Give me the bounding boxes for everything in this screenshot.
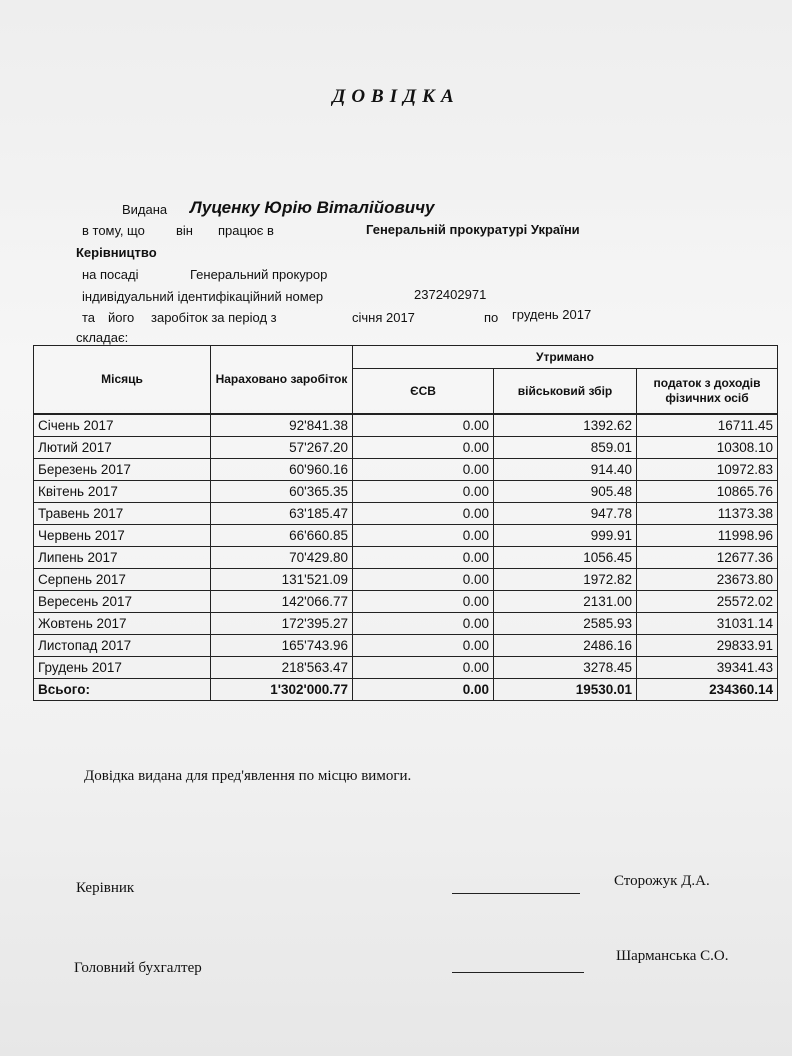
accrued-cell: 218'563.47 bbox=[211, 657, 353, 679]
his-label: його bbox=[108, 310, 135, 325]
tax-cell: 39341.43 bbox=[637, 657, 778, 679]
accrued-cell: 92'841.38 bbox=[211, 414, 353, 437]
tax-cell: 10972.83 bbox=[637, 459, 778, 481]
header-esv: ЄСВ bbox=[353, 369, 494, 415]
month-cell: Лютий 2017 bbox=[34, 437, 211, 459]
accrued-cell: 165'743.96 bbox=[211, 635, 353, 657]
esv-cell: 0.00 bbox=[353, 437, 494, 459]
military-cell: 2585.93 bbox=[494, 613, 637, 635]
month-cell: Червень 2017 bbox=[34, 525, 211, 547]
tax-cell: 11998.96 bbox=[637, 525, 778, 547]
table-row bbox=[34, 481, 778, 503]
tax-cell: 16711.45 bbox=[637, 414, 778, 437]
period-from: січня 2017 bbox=[352, 310, 415, 325]
military-cell: 947.78 bbox=[494, 503, 637, 525]
table-total-row bbox=[34, 679, 778, 701]
accrued-cell: 66'660.85 bbox=[211, 525, 353, 547]
table-row bbox=[34, 613, 778, 635]
tax-cell: 10308.10 bbox=[637, 437, 778, 459]
issued-label: Видана bbox=[122, 202, 168, 217]
head-label: Керівник bbox=[76, 880, 135, 896]
tax-id-label: індивідуальний ідентифікаційний номер bbox=[82, 289, 324, 304]
month-cell: Квітень 2017 bbox=[34, 481, 211, 503]
in-that-label: в тому, що bbox=[82, 223, 145, 238]
position-label: на посаді bbox=[82, 267, 139, 282]
accrued-cell: 70'429.80 bbox=[211, 547, 353, 569]
military-cell: 2131.00 bbox=[494, 591, 637, 613]
total-accrued: 1'302'000.77 bbox=[211, 679, 353, 701]
total-tax: 234360.14 bbox=[637, 679, 778, 701]
esv-cell: 0.00 bbox=[353, 613, 494, 635]
esv-cell: 0.00 bbox=[353, 481, 494, 503]
table-row bbox=[34, 569, 778, 591]
position-value: Генеральний прокурор bbox=[190, 267, 328, 282]
purpose-statement: Довідка видана для пред'явлення по місцю вимоги. bbox=[84, 768, 412, 784]
tax-cell: 12677.36 bbox=[637, 547, 778, 569]
table-row bbox=[34, 657, 778, 679]
accrued-cell: 57'267.20 bbox=[211, 437, 353, 459]
esv-cell: 0.00 bbox=[353, 414, 494, 437]
accrued-cell: 60'960.16 bbox=[211, 459, 353, 481]
accrued-cell: 60'365.35 bbox=[211, 481, 353, 503]
esv-cell: 0.00 bbox=[353, 591, 494, 613]
tax-cell: 31031.14 bbox=[637, 613, 778, 635]
table-row bbox=[34, 525, 778, 547]
esv-cell: 0.00 bbox=[353, 525, 494, 547]
tax-cell: 29833.91 bbox=[637, 635, 778, 657]
total-military: 19530.01 bbox=[494, 679, 637, 701]
esv-cell: 0.00 bbox=[353, 459, 494, 481]
month-cell: Листопад 2017 bbox=[34, 635, 211, 657]
military-cell: 1056.45 bbox=[494, 547, 637, 569]
esv-cell: 0.00 bbox=[353, 569, 494, 591]
month-cell: Березень 2017 bbox=[34, 459, 211, 481]
month-cell: Жовтень 2017 bbox=[34, 613, 211, 635]
he-label: він bbox=[176, 223, 193, 238]
amounts-label: складає: bbox=[76, 330, 129, 345]
accountant-label: Головний бухгалтер bbox=[74, 960, 202, 976]
tax-cell: 25572.02 bbox=[637, 591, 778, 613]
military-cell: 905.48 bbox=[494, 481, 637, 503]
document-title: ДОВІДКА bbox=[332, 86, 460, 107]
month-cell: Січень 2017 bbox=[34, 414, 211, 437]
tax-cell: 11373.38 bbox=[637, 503, 778, 525]
header-withheld: Утримано bbox=[353, 346, 778, 369]
works-at-label: працює в bbox=[218, 223, 274, 238]
salary-period-label: заробіток за період з bbox=[151, 310, 277, 325]
department-name: Керівництво bbox=[76, 245, 157, 260]
header-month: Місяць bbox=[34, 346, 211, 415]
military-cell: 999.91 bbox=[494, 525, 637, 547]
month-cell: Вересень 2017 bbox=[34, 591, 211, 613]
table-row bbox=[34, 437, 778, 459]
head-name: Сторожук Д.А. bbox=[614, 873, 710, 889]
accountant-signature-line bbox=[452, 972, 584, 973]
military-cell: 1972.82 bbox=[494, 569, 637, 591]
period-to: грудень 2017 bbox=[512, 307, 592, 322]
table-row bbox=[34, 414, 778, 437]
month-cell: Липень 2017 bbox=[34, 547, 211, 569]
accrued-cell: 131'521.09 bbox=[211, 569, 353, 591]
table-row bbox=[34, 591, 778, 613]
salary-table bbox=[33, 345, 778, 701]
organization-name: Генеральній прокуратурі України bbox=[366, 222, 580, 237]
accrued-cell: 172'395.27 bbox=[211, 613, 353, 635]
tax-id-value: 2372402971 bbox=[414, 287, 487, 302]
military-cell: 914.40 bbox=[494, 459, 637, 481]
tax-cell: 10865.76 bbox=[637, 481, 778, 503]
total-label: Всього: bbox=[34, 679, 211, 701]
person-name: Луценку Юрію Віталійовичу bbox=[190, 198, 435, 217]
table-row bbox=[34, 503, 778, 525]
header-income-tax: податок з доходів фізичних осіб bbox=[637, 369, 778, 415]
military-cell: 3278.45 bbox=[494, 657, 637, 679]
header-accrued: Нараховано заробіток bbox=[211, 346, 353, 415]
month-cell: Грудень 2017 bbox=[34, 657, 211, 679]
table-row bbox=[34, 635, 778, 657]
military-cell: 2486.16 bbox=[494, 635, 637, 657]
military-cell: 859.01 bbox=[494, 437, 637, 459]
accrued-cell: 142'066.77 bbox=[211, 591, 353, 613]
header-military-levy: військовий збір bbox=[494, 369, 637, 415]
esv-cell: 0.00 bbox=[353, 657, 494, 679]
and-label: та bbox=[82, 310, 96, 325]
table-row bbox=[34, 547, 778, 569]
esv-cell: 0.00 bbox=[353, 547, 494, 569]
period-to-label: по bbox=[484, 310, 499, 325]
head-signature-line bbox=[452, 893, 580, 894]
esv-cell: 0.00 bbox=[353, 503, 494, 525]
tax-cell: 23673.80 bbox=[637, 569, 778, 591]
accountant-name: Шарманська С.О. bbox=[616, 948, 729, 964]
military-cell: 1392.62 bbox=[494, 414, 637, 437]
month-cell: Серпень 2017 bbox=[34, 569, 211, 591]
total-esv: 0.00 bbox=[353, 679, 494, 701]
month-cell: Травень 2017 bbox=[34, 503, 211, 525]
esv-cell: 0.00 bbox=[353, 635, 494, 657]
accrued-cell: 63'185.47 bbox=[211, 503, 353, 525]
table-row bbox=[34, 459, 778, 481]
